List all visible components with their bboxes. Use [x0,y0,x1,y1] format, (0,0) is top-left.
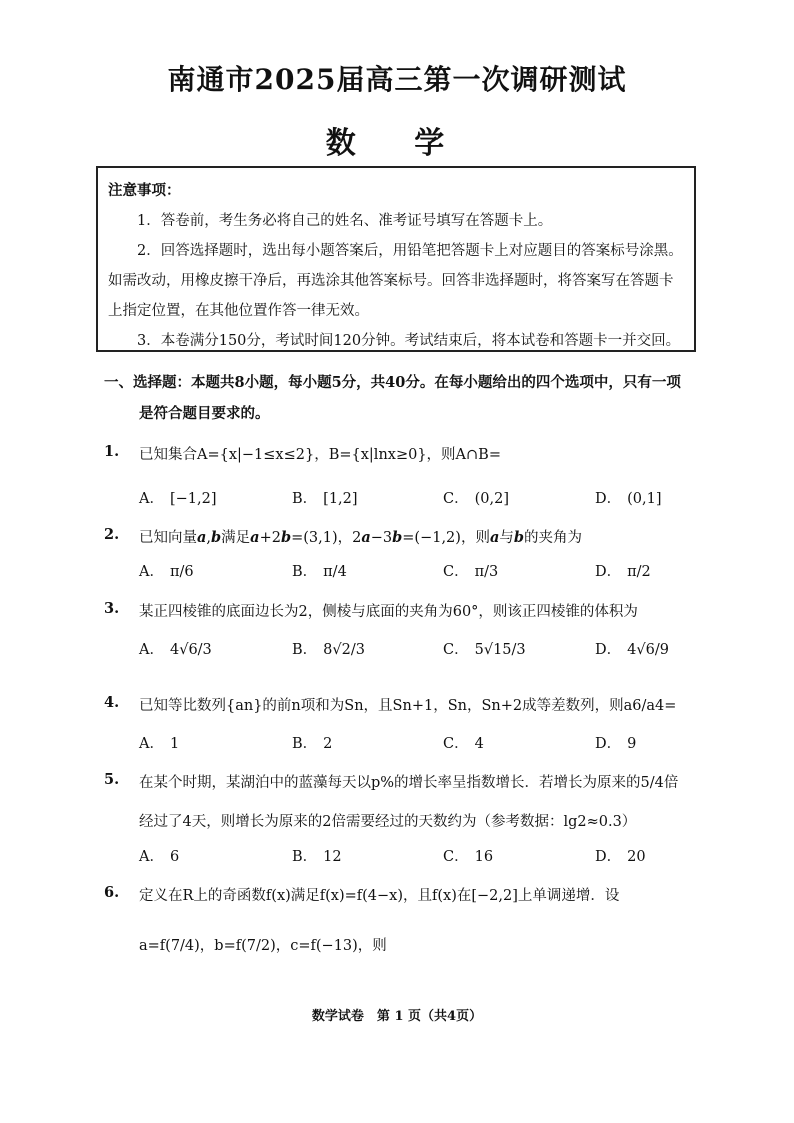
section-heading-cont: 是符合题目要求的。 [139,405,270,422]
q6-text-line2: a=f(7/4)，b=f(7/2)，c=f(−13)，则 [139,938,387,954]
q6-text-line1: 定义在R上的奇函数f(x)满足f(x)=f(4−x)，且f(x)在[−2,2]上单调递增．设 [139,888,620,904]
q1-option-b: B． [1,2] [292,491,358,507]
q2-text: 已知向量a,b满足a+2b=(3,1)，2a−3b=(−1,2)，则a与b的夹角为 [139,529,582,546]
q3-option-b: B． 8√2/3 [292,642,365,658]
q4-text: 已知等比数列{an}的前n项和为Sn，且Sn+1，Sn，Sn+2成等差数列，则a6/a4= [139,698,677,714]
q6-number: 6. [104,884,120,901]
q5-option-a: A． 6 [139,849,180,865]
q3-option-a: A． 4√6/3 [139,642,212,658]
q1-number: 1. [104,443,120,460]
q4-option-d: D． 9 [595,736,637,752]
notice-item-2: 2．回答选择题时，选出每小题答案后，用铅笔把答题卡上对应题目的答案标号涂黑。如需改动，用橡皮擦干净后，再选涂其他答案标号。回答非选择题时，将答案写在答题卡上指定位置，在其他位置作答一律无效。 [108,243,683,319]
q2-number: 2. [104,526,120,543]
q4-number: 4. [104,694,120,711]
q5-option-b: B． 12 [292,849,342,865]
q1-option-c: C． (0,2] [443,491,509,507]
q1-text: 已知集合A={x|−1≤x≤2}，B={x|lnx≥0}，则A∩B= [139,447,501,463]
q2-option-c: C． π/3 [443,564,499,580]
section-heading: 一、选择题：本题共8小题，每小题5分，共40分。在每小题给出的四个选项中，只有一项 [104,374,681,391]
q5-text-line2: 经过了4天，则增长为原来的2倍需要经过的天数约为（参考数据：lg2≈0.3） [139,814,637,830]
q4-option-c: C． 4 [443,736,484,752]
q3-option-c: C． 5√15/3 [443,642,526,658]
q5-option-c: C． 16 [443,849,494,865]
page-footer: 数学试卷 第 1 页（共4页） [311,1009,483,1024]
q4-option-a: A． 1 [139,736,180,752]
notice-heading: 注意事项： [108,182,181,199]
q2-option-b: B． π/4 [292,564,347,580]
notice-item-1: 1．答卷前，考生务必将自己的姓名、准考证号填写在答题卡上。 [137,213,553,229]
q2-option-a: A． π/6 [139,564,194,580]
notice-box [96,166,696,352]
q5-option-d: D． 20 [595,849,646,865]
q1-option-a: A． [−1,2] [139,491,217,507]
q2-option-d: D． π/2 [595,564,651,580]
q5-text-line1: 在某个时期，某湖泊中的蓝藻每天以p%的增长率呈指数增长．若增长为原来的5/4倍 [139,775,679,791]
q3-option-d: D． 4√6/9 [595,642,669,658]
q3-number: 3. [104,600,120,617]
q3-text: 某正四棱锥的底面边长为2，侧棱与底面的夹角为60°，则该正四棱锥的体积为 [139,604,638,620]
q1-option-d: D． (0,1] [595,491,662,507]
q4-option-b: B． 2 [292,736,333,752]
notice-item-3: 3．本卷满分150分，考试时间120分钟。考试结束后，将本试卷和答题卡一并交回。 [137,333,681,349]
exam-title: 南通市2025届高三第一次调研测试 [167,63,627,96]
q5-number: 5. [104,771,120,788]
subject-title: 数 学 [325,126,469,161]
